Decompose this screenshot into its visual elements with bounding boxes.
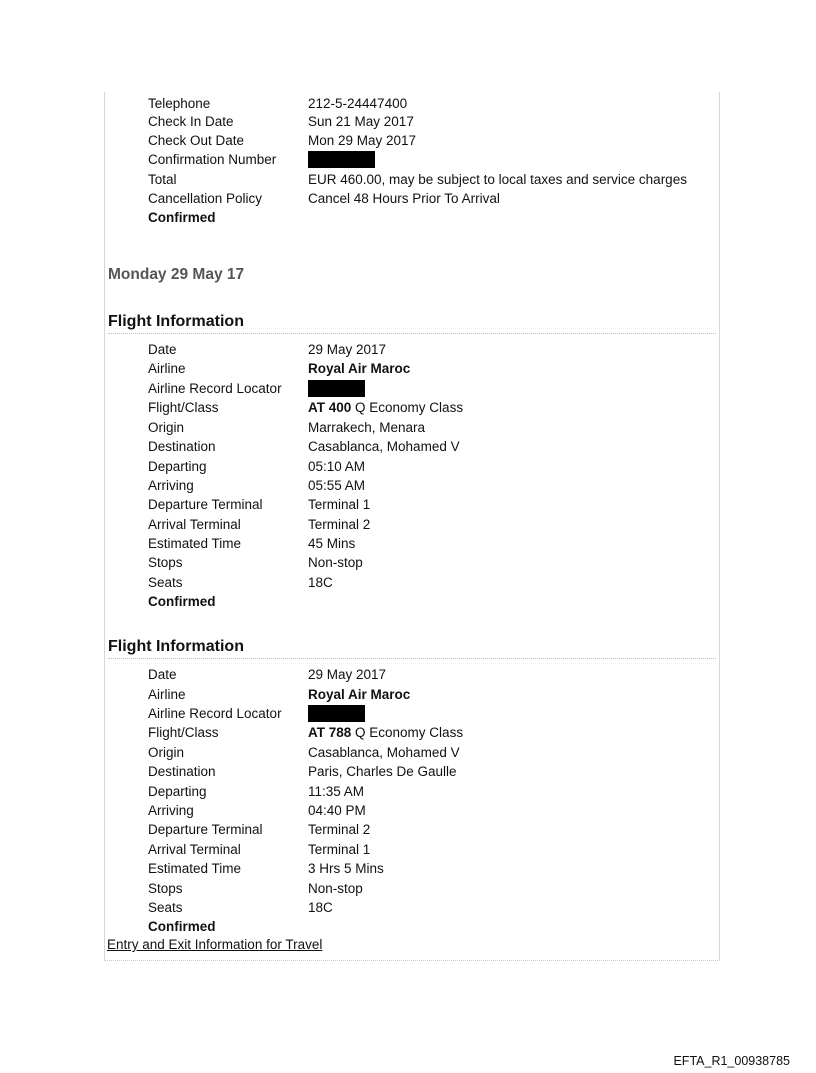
hotel-check-in-label: Check In Date <box>148 114 234 129</box>
flight-1-class: Q Economy Class <box>351 400 464 415</box>
flight-2-class: Q Economy Class <box>351 725 464 740</box>
hotel-cancellation-label: Cancellation Policy <box>148 191 263 206</box>
hotel-status: Confirmed <box>148 210 216 225</box>
hotel-telephone-label: Telephone <box>148 96 211 111</box>
flight-2-heading: Flight Information <box>108 637 716 659</box>
hotel-check-out-value: Mon 29 May 2017 <box>308 133 417 148</box>
flight-1-date-label: Date <box>148 342 177 357</box>
flight-2-seats-value: 18C <box>308 900 333 915</box>
flight-2-origin-value: Casablanca, Mohamed V <box>308 745 460 760</box>
flight-2-stops-value: Non-stop <box>308 881 363 896</box>
hotel-total-value: EUR 460.00, may be subject to local taxes and service charges <box>308 172 687 187</box>
flight-1-est-time-label: Estimated Time <box>148 536 242 551</box>
flight-2-departing-value: 11:35 AM <box>308 784 365 799</box>
flight-2-airline-value: Royal Air Maroc <box>308 687 411 702</box>
flight-2-airline-label: Airline <box>148 687 186 702</box>
flight-1-est-time-value: 45 Mins <box>308 536 356 551</box>
flight-2-dep-terminal-value: Terminal 2 <box>308 822 371 837</box>
hotel-confirmation-label: Confirmation Number <box>148 152 277 167</box>
entry-exit-info-link[interactable]: Entry and Exit Information for Travel <box>107 937 323 952</box>
flight-1-destination-label: Destination <box>148 439 216 454</box>
hotel-confirmation-redaction <box>308 151 375 169</box>
day-heading: Monday 29 May 17 <box>108 266 245 283</box>
flight-1-departing-value: 05:10 AM <box>308 459 366 474</box>
flight-2-origin-label: Origin <box>148 745 185 760</box>
flight-2-arr-terminal-value: Terminal 1 <box>308 842 371 857</box>
flight-1-arr-terminal-value: Terminal 2 <box>308 517 371 532</box>
page-id: EFTA_R1_00938785 <box>673 1054 790 1068</box>
flight-1-seats-value: 18C <box>308 575 333 590</box>
flight-1-status: Confirmed <box>148 594 216 609</box>
flight-1-stops-value: Non-stop <box>308 555 363 570</box>
flight-1-arr-terminal-label: Arrival Terminal <box>148 517 241 532</box>
hotel-check-out-label: Check Out Date <box>148 133 245 148</box>
hotel-cancellation-value: Cancel 48 Hours Prior To Arrival <box>308 191 500 206</box>
flight-2-arriving-value: 04:40 PM <box>308 803 366 818</box>
flight-2-locator-label: Airline Record Locator <box>148 706 282 721</box>
flight-2-arr-terminal-label: Arrival Terminal <box>148 842 241 857</box>
flight-2-flight-number: AT 788 <box>308 725 352 740</box>
flight-2-destination-label: Destination <box>148 764 216 779</box>
flight-2-flightclass-label: Flight/Class <box>148 725 219 740</box>
hotel-check-in-value: Sun 21 May 2017 <box>308 114 414 129</box>
hotel-total-label: Total <box>148 172 177 187</box>
flight-1-airline-value: Royal Air Maroc <box>308 361 411 376</box>
flight-2-date-value: 29 May 2017 <box>308 667 387 682</box>
flight-1-flight-number: AT 400 <box>308 400 352 415</box>
flight-2-seats-label: Seats <box>148 900 183 915</box>
flight-2-departing-label: Departing <box>148 784 207 799</box>
flight-2-arriving-label: Arriving <box>148 803 194 818</box>
flight-1-flightclass-label: Flight/Class <box>148 400 219 415</box>
flight-2-est-time-label: Estimated Time <box>148 861 242 876</box>
flight-1-seats-label: Seats <box>148 575 183 590</box>
flight-1-stops-label: Stops <box>148 555 183 570</box>
flight-2-stops-label: Stops <box>148 881 183 896</box>
flight-1-destination-value: Casablanca, Mohamed V <box>308 439 460 454</box>
flight-2-est-time-value: 3 Hrs 5 Mins <box>308 861 384 876</box>
flight-1-locator-label: Airline Record Locator <box>148 381 282 396</box>
flight-1-origin-value: Marrakech, Menara <box>308 420 426 435</box>
flight-1-dep-terminal-value: Terminal 1 <box>308 497 371 512</box>
flight-2-locator-redaction <box>308 705 365 723</box>
flight-1-departing-label: Departing <box>148 459 207 474</box>
flight-2-destination-value: Paris, Charles De Gaulle <box>308 764 457 779</box>
flight-2-status: Confirmed <box>148 919 216 934</box>
flight-2-dep-terminal-label: Departure Terminal <box>148 822 263 837</box>
flight-1-origin-label: Origin <box>148 420 185 435</box>
flight-1-flightclass-value <box>308 399 463 417</box>
hotel-telephone-value: 212-5-24447400 <box>308 96 408 111</box>
flight-1-airline-label: Airline <box>148 361 186 376</box>
flight-1-arriving-label: Arriving <box>148 478 194 493</box>
flight-1-heading: Flight Information <box>108 312 716 334</box>
flight-1-date-value: 29 May 2017 <box>308 342 387 357</box>
flight-1-dep-terminal-label: Departure Terminal <box>148 497 263 512</box>
flight-2-date-label: Date <box>148 667 177 682</box>
flight-1-locator-redaction <box>308 380 365 398</box>
flight-1-arriving-value: 05:55 AM <box>308 478 366 493</box>
flight-2-flightclass-value <box>308 724 463 742</box>
